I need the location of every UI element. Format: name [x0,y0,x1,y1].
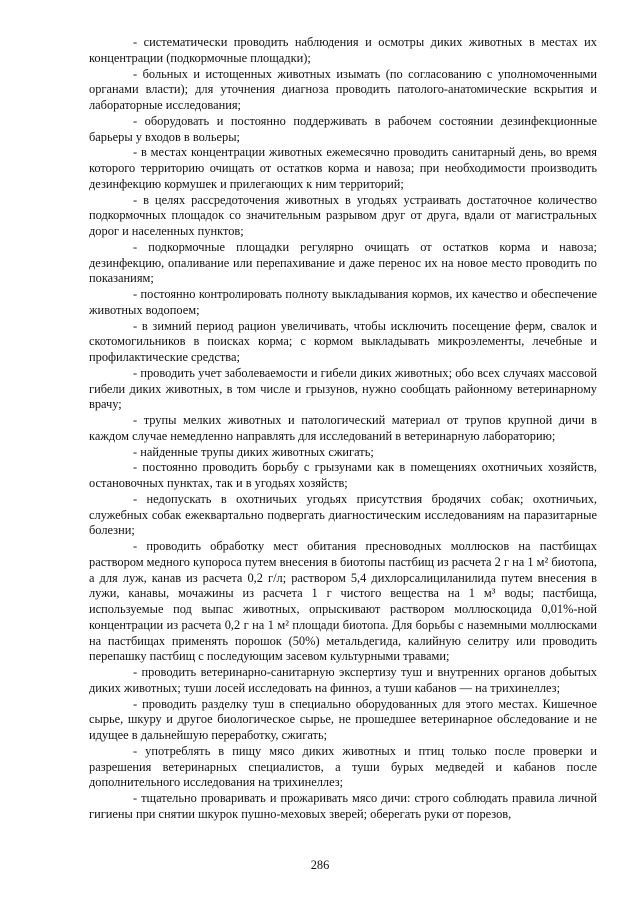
paragraph: - проводить ветеринарно-санитарную экспертизу туш и внутренних органов добытых диких животных; туши лосей исследовать на финноз, а туши кабанов — на трихинеллез; [89,665,597,695]
paragraph: - больных и истощенных животных изымать (по согласованию с уполномоченными органами власти); для уточнения диагноза проводить патолого-анатомические вскрытия и лабораторные исследования; [89,66,597,112]
paragraph: - трупы мелких животных и патологический материал от трупов крупной дичи в каждом случае немедленно направлять для исследований в ветеринарную лабораторию; [89,413,597,443]
paragraph: - оборудовать и постоянно поддерживать в рабочем состоянии дезинфекционные барьеры у входов в вольеры; [89,113,597,144]
paragraph: - постоянно проводить борьбу с грызунами как в помещениях охотничьих хозяйств, остановочных пунктах, так и в угодьях хозяйств; [89,460,597,490]
paragraph: - в зимний период рацион увеличивать, чтобы исключить посещение ферм, свалок и скотомогильников в поисках корма; с кормом выкладывать микроэлементы, лечебные и профилактические средства; [89,318,597,364]
paragraph: - проводить разделку туш в специально оборудованных для этого местах. Кишечное сырье, шкуру и другое биологическое сырье, не прошедшее ветеринарное обследование и не идущее в дальнейшую переработку, сжигать; [89,696,597,742]
paragraph: - в местах концентрации животных ежемесячно проводить санитарный день, во время которого территорию очищать от остатков корма и навоза; при необходимости производить дезинфекцию кормушек и прилегающих к ним территорий; [89,145,597,191]
paragraph: - недопускать в охотничьих угодьях присутствия бродячих собак; охотничьих, служебных собак ежеквартально подвергать диагностическим исследованиям на паразитарные болезни; [89,491,597,538]
paragraph: - систематически проводить наблюдения и осмотры диких животных в местах их концентрации (подкормочные площадки); [89,35,597,65]
paragraph: - постоянно контролировать полноту выкладывания кормов, их качество и обеспечение животных водопоем; [89,287,597,317]
paragraph: - тщательно проваривать и прожаривать мясо дичи: строго соблюдать правила личной гигиены при снятии шкурок пушно-меховых зверей; оберегать руки от порезов, [89,791,597,821]
paragraph: - подкормочные площадки регулярно очищать от остатков корма и навоза; дезинфекцию, опаливание или перепахивание и даже перенос их на новое место проводить по показаниям; [89,239,597,286]
paragraph: - в целях рассредоточения животных в угодьях устраивать достаточное количество подкормочных площадок со значительным разрывом друг от друга, вдали от магистральных дорог и населенных пунктов; [89,192,597,238]
paragraph: - найденные трупы диких животных сжигать; [133,444,374,459]
page-number: 286 [310,858,330,872]
paragraph: - употреблять в пищу мясо диких животных и птиц только после проверки и разрешения ветеринарных специалистов, а туши бурых медведей и кабанов после дополнительного исследования на трихинеллез; [89,743,597,790]
paragraph: - проводить учет заболеваемости и гибели диких животных; обо всех случаях массовой гибели диких животных, в том числе и грызунов, нужно сообщать районному ветеринарному врачу; [89,365,597,412]
body-text [89,35,597,823]
paragraph: - проводить обработку мест обитания пресноводных моллюсков на пастбищах раствором медного купороса путем внесения в биотопы пастбищ из расчета 2 г на 1 м² биотопа, а для луж, канав из расчета 0,2 г/л; раствором 5,4 дихлорсалициланилида путем внесения в лужи, канавы, мочажины из расчета 1 г чистого вещества на 1 м³ воды; пастбища, используемые под выпас животных, опрыскивают раствором моллюскоцида 0,01%-ной концентрации из расчета 0,2 г на 1 м² площади биотопа. Для борьбы с наземными моллюсками на пастбищах применять порошок (50%) метальдегида, калийную селитру или проводить перепашку пастбищ с последующим засевом культурными травами; [89,539,597,664]
